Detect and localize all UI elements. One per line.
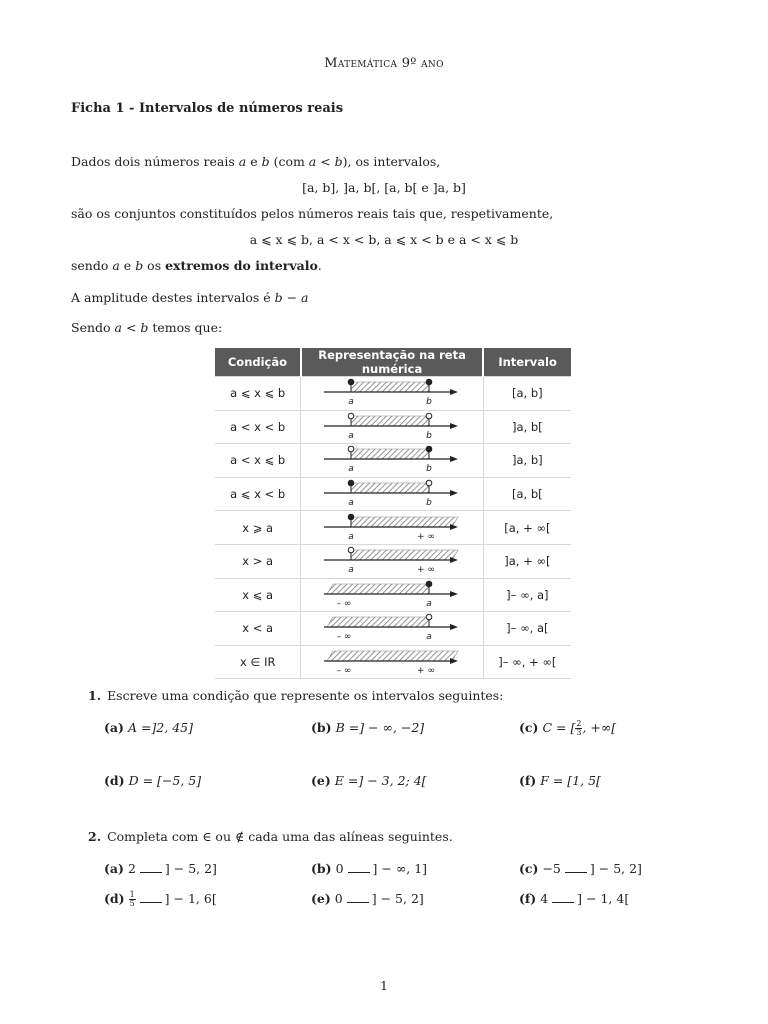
arrow-icon bbox=[450, 591, 458, 597]
interval-cell: ]a, + ∞[ bbox=[483, 544, 571, 578]
axis-label: a bbox=[348, 531, 354, 542]
conditions-formula: a ⩽ x ⩽ b, a < x < b, a ⩽ x < b e a < x ⩽ b bbox=[249, 232, 519, 247]
axis-label: – ∞ bbox=[336, 598, 352, 609]
condition-cell: a ⩽ x ⩽ b bbox=[215, 377, 301, 411]
number-line-cell bbox=[301, 544, 483, 578]
axis-label: b bbox=[426, 430, 432, 441]
open-endpoint-icon bbox=[426, 480, 432, 486]
number-line-diagram bbox=[322, 546, 462, 576]
interval-cell: [a, b[ bbox=[483, 477, 571, 511]
condition-cell: x ⩾ a bbox=[215, 511, 301, 545]
ex2-item-b: (b) 0 ] − ∞, 1] bbox=[311, 861, 428, 876]
ex1-item-b: (b) B =] − ∞, −2] bbox=[311, 720, 425, 735]
axis-label: b bbox=[426, 498, 432, 509]
closed-endpoint-icon bbox=[426, 379, 432, 385]
number-line-diagram bbox=[322, 513, 462, 543]
number-line-diagram bbox=[322, 580, 462, 610]
ex1-item-e: (e) E =] − 3, 2; 4[ bbox=[311, 773, 427, 788]
header-intervalo: Intervalo bbox=[483, 348, 571, 377]
condition-cell: x ⩽ a bbox=[215, 578, 301, 612]
number-line-cell bbox=[301, 511, 483, 545]
axis-label: + ∞ bbox=[417, 531, 435, 542]
interval-cell: [a, + ∞[ bbox=[483, 511, 571, 545]
answer-blank[interactable] bbox=[347, 892, 369, 903]
open-endpoint-icon bbox=[426, 615, 432, 621]
interval-cell: [a, b] bbox=[483, 377, 571, 411]
arrow-icon bbox=[450, 423, 458, 429]
ex1-item-f: (f) F = [1, 5[ bbox=[519, 773, 601, 788]
interval-region bbox=[327, 617, 429, 627]
arrow-icon bbox=[450, 456, 458, 462]
table-row bbox=[215, 645, 571, 679]
condition-cell: a ⩽ x < b bbox=[215, 477, 301, 511]
sendo-sentence: Sendo a < b temos que: bbox=[71, 320, 223, 335]
closed-endpoint-icon bbox=[426, 581, 432, 587]
condition-cell: x ∈ IR bbox=[215, 645, 301, 679]
number-line-diagram bbox=[322, 378, 462, 408]
ex2-item-d: (d) $\frac{1}{5}$ ] − 1, 6[ bbox=[104, 890, 217, 908]
condition-cell: a < x ⩽ b bbox=[215, 444, 301, 478]
condition-cell: x > a bbox=[215, 544, 301, 578]
intervals-table bbox=[215, 348, 571, 679]
answer-blank[interactable] bbox=[140, 862, 162, 873]
axis-label: a bbox=[348, 430, 354, 441]
answer-blank[interactable] bbox=[565, 862, 587, 873]
number-line-cell bbox=[301, 444, 483, 478]
ex1-item-a: (a) A =]2, 45] bbox=[104, 720, 193, 735]
number-line-cell bbox=[301, 377, 483, 411]
closed-endpoint-icon bbox=[348, 480, 354, 486]
axis-label: – ∞ bbox=[336, 666, 352, 677]
answer-blank[interactable] bbox=[348, 862, 370, 873]
arrow-icon bbox=[450, 389, 458, 395]
axis-label: a bbox=[426, 598, 432, 609]
axis-label: a bbox=[348, 464, 354, 475]
closed-endpoint-icon bbox=[348, 379, 354, 385]
arrow-icon bbox=[450, 557, 458, 563]
table-row bbox=[215, 612, 571, 646]
arrow-icon bbox=[450, 490, 458, 496]
ex2-item-a: (a) 2 ] − 5, 2] bbox=[104, 861, 217, 876]
axis-label: + ∞ bbox=[417, 666, 435, 677]
exercise-2-heading: 2. Completa com ∈ ou ∉ cada uma das alíneas seguintes. bbox=[88, 829, 453, 844]
number-line-cell bbox=[301, 477, 483, 511]
ex1-item-d: (d) D = [−5, 5] bbox=[104, 773, 202, 788]
open-endpoint-icon bbox=[348, 547, 354, 553]
amplitude-sentence: A amplitude destes intervalos é b − a bbox=[71, 290, 309, 305]
axis-label: + ∞ bbox=[417, 565, 435, 576]
number-line-cell bbox=[301, 645, 483, 679]
exercise-1-heading: 1. Escreve uma condição que represente os intervalos seguintes: bbox=[88, 688, 504, 703]
interval-region bbox=[351, 449, 429, 459]
interval-cell: ]– ∞, a[ bbox=[483, 612, 571, 646]
closed-endpoint-icon bbox=[426, 447, 432, 453]
axis-label: b bbox=[426, 464, 432, 475]
axis-label: a bbox=[426, 632, 432, 643]
table-row bbox=[215, 544, 571, 578]
answer-blank[interactable] bbox=[140, 892, 162, 903]
interval-region bbox=[351, 550, 458, 560]
interval-cell: ]a, b[ bbox=[483, 410, 571, 444]
answer-blank[interactable] bbox=[552, 892, 574, 903]
intro-line2: são os conjuntos constituídos pelos números reais tais que, respetivamente, bbox=[71, 206, 554, 221]
interval-region bbox=[327, 651, 458, 661]
number-line-cell bbox=[301, 612, 483, 646]
table-row bbox=[215, 444, 571, 478]
number-line-cell bbox=[301, 578, 483, 612]
axis-label: a bbox=[348, 498, 354, 509]
axis-label: – ∞ bbox=[336, 632, 352, 643]
open-endpoint-icon bbox=[348, 413, 354, 419]
closed-endpoint-icon bbox=[348, 514, 354, 520]
axis-label: a bbox=[348, 565, 354, 576]
intro-paragraph: Dados dois números reais a e b (com a < b), os intervalos, bbox=[71, 154, 441, 169]
ex2-item-e: (e) 0 ] − 5, 2] bbox=[311, 891, 424, 906]
interval-cell: ]a, b] bbox=[483, 444, 571, 478]
arrow-icon bbox=[450, 658, 458, 664]
condition-cell: a < x < b bbox=[215, 410, 301, 444]
intervals-formula: [a, b], ]a, b[, [a, b[ e ]a, b] bbox=[302, 180, 466, 195]
interval-cell: ]– ∞, + ∞[ bbox=[483, 645, 571, 679]
ex1-item-c: (c) C = [ $\frac{2}{3}$ , +∞[ bbox=[519, 719, 617, 737]
number-line-diagram bbox=[322, 479, 462, 509]
arrow-icon bbox=[450, 624, 458, 630]
interval-cell: ]– ∞, a] bbox=[483, 578, 571, 612]
worksheet-title: Ficha 1 - Intervalos de números reais bbox=[71, 101, 344, 116]
ex2-item-c: (c) −5 ] − 5, 2] bbox=[519, 861, 642, 876]
number-line-diagram bbox=[322, 647, 462, 677]
ex2-item-f: (f) 4 ] − 1, 4[ bbox=[519, 891, 630, 906]
page-header: Matemática 9º ano bbox=[324, 56, 444, 71]
table-row bbox=[215, 377, 571, 411]
table-row bbox=[215, 477, 571, 511]
page-number: 1 bbox=[380, 978, 388, 993]
axis-label: a bbox=[348, 397, 354, 408]
table-row bbox=[215, 578, 571, 612]
number-line-cell bbox=[301, 410, 483, 444]
axis-label: b bbox=[426, 397, 432, 408]
condition-cell: x < a bbox=[215, 612, 301, 646]
number-line-diagram bbox=[322, 613, 462, 643]
interval-region bbox=[351, 382, 429, 392]
extremes-sentence: sendo a e b os extremos do intervalo. bbox=[71, 258, 322, 273]
open-endpoint-icon bbox=[348, 447, 354, 453]
arrow-icon bbox=[450, 524, 458, 530]
table-row bbox=[215, 410, 571, 444]
fraction: $\frac{2}{3}$ bbox=[576, 719, 582, 737]
table-row bbox=[215, 511, 571, 545]
open-endpoint-icon bbox=[426, 413, 432, 419]
interval-region bbox=[351, 416, 429, 426]
number-line-diagram bbox=[322, 445, 462, 475]
interval-region bbox=[351, 517, 458, 527]
interval-region bbox=[351, 483, 429, 493]
number-line-diagram bbox=[322, 412, 462, 442]
interval-region bbox=[327, 584, 429, 594]
header-condicao: Condição bbox=[215, 348, 301, 377]
fraction: $\frac{1}{5}$ bbox=[129, 890, 135, 908]
header-representacao: Representação na reta numérica bbox=[301, 348, 483, 377]
